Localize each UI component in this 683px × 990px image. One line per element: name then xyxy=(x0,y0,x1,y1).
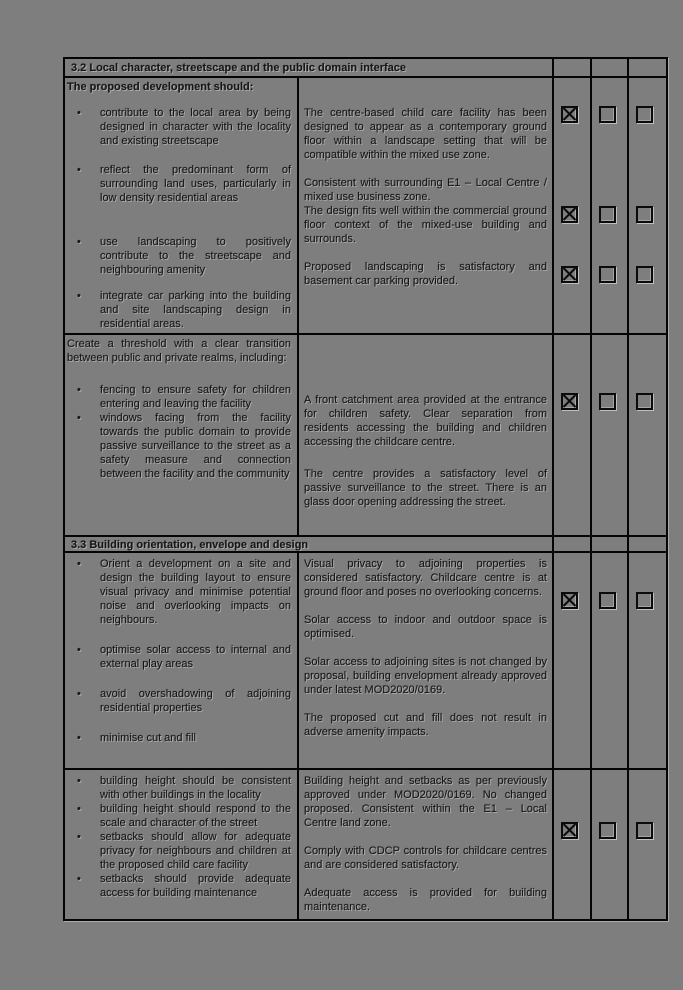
checkbox-cell-col3 xyxy=(629,553,666,770)
checkbox-icon xyxy=(561,393,578,410)
comment-paragraph: The centre-based child care facility has been designed to appear as a contemporary ground floor within a landscape setting that will be compatible within the mixed use zone. xyxy=(304,107,547,161)
comments-cell xyxy=(299,770,554,919)
checkbox-icon xyxy=(599,822,616,839)
checkbox-cell-col3 xyxy=(629,78,666,335)
requirement-item: • Orient a development on a site and design the building layout to ensure visual privacy and minimise potential noise and overlooking impacts on neighbours. xyxy=(67,557,291,627)
checkbox-icon xyxy=(561,822,578,839)
comment-paragraph: A front catchment area provided at the entrance for children safety. Clear separation from residents accessing the building and children accessing the childcare centre. xyxy=(304,394,547,448)
requirements-list xyxy=(67,106,291,331)
requirement-item: • setbacks should provide adequate access for building maintenance xyxy=(67,872,291,900)
checkbox-icon xyxy=(636,266,653,283)
checkbox-cell-col1 xyxy=(554,553,592,770)
comments-cell xyxy=(299,78,554,335)
section-header-row-3-3 xyxy=(65,537,666,553)
requirement-item: • optimise solar access to internal and external play areas xyxy=(67,643,291,671)
checkbox-header-cell xyxy=(592,59,629,78)
comment-paragraph: Adequate access is provided for building maintenance. xyxy=(304,887,547,913)
requirements-cell xyxy=(65,553,299,770)
requirement-item: • windows facing from the facility towards the public domain to provide passive surveillance to the street as a safety measure and connection between the facility and the community xyxy=(67,411,291,481)
comment-paragraph: Proposed landscaping is satisfactory and basement car parking provided. xyxy=(304,261,547,287)
section-title-3-2: 3.2 Local character, streetscape and the public domain interface xyxy=(65,59,554,78)
requirement-item: • minimise cut and fill xyxy=(67,731,291,745)
requirement-item: • building height should respond to the scale and character of the street xyxy=(67,802,291,830)
requirements-intro: Create a threshold with a clear transition between public and private realms, including: xyxy=(67,338,291,364)
checkbox-header-cell xyxy=(554,59,592,78)
checkbox-cell-col3 xyxy=(629,335,666,537)
requirement-item: • integrate car parking into the building and site landscaping design in residential areas. xyxy=(67,289,291,331)
table-row xyxy=(65,770,666,919)
comment-paragraph: The proposed cut and fill does not result in adverse amenity impacts. xyxy=(304,712,547,738)
requirement-item: • reflect the predominant form of surrounding land uses, particularly in low density residential areas xyxy=(67,163,291,205)
table-row xyxy=(65,335,666,537)
checkbox-cell-col2 xyxy=(592,770,629,919)
comment-paragraph: Visual privacy to adjoining properties is considered satisfactory. Childcare centre is at ground floor and poses no overlooking concerns. xyxy=(304,558,547,598)
checkbox-cell-col1 xyxy=(554,335,592,537)
requirements-list xyxy=(67,383,291,481)
checkbox-icon xyxy=(599,106,616,123)
checkbox-icon xyxy=(636,592,653,609)
requirement-item: • setbacks should allow for adequate privacy for neighbours and children at the proposed child care facility xyxy=(67,830,291,872)
requirement-item: • contribute to the local area by being designed in character with the locality and existing streetscape xyxy=(67,106,291,148)
requirements-intro: The proposed development should: xyxy=(67,81,254,93)
checkbox-icon xyxy=(599,393,616,410)
table-row xyxy=(65,553,666,770)
comment-paragraph: Consistent with surrounding E1 – Local Centre / mixed use business zone. xyxy=(304,177,547,203)
requirement-item: • building height should be consistent with other buildings in the locality xyxy=(67,774,291,802)
requirements-cell xyxy=(65,335,299,537)
requirements-list xyxy=(67,557,291,745)
comment-paragraph: The design fits well within the commercial ground floor context of the mixed-use building and surrounds. xyxy=(304,205,547,245)
checkbox-icon xyxy=(636,393,653,410)
checkbox-header-cell xyxy=(554,537,592,553)
table-row xyxy=(65,78,666,335)
checkbox-icon xyxy=(599,592,616,609)
checkbox-icon xyxy=(636,106,653,123)
checkbox-cell-col3 xyxy=(629,770,666,919)
comment-paragraph: Solar access to indoor and outdoor space is optimised. xyxy=(304,614,547,640)
comments-cell xyxy=(299,553,554,770)
checkbox-icon xyxy=(636,206,653,223)
comment-paragraph: Solar access to adjoining sites is not changed by proposal, building envelopment already approved under latest MOD2020/0169. xyxy=(304,656,547,696)
requirements-cell xyxy=(65,770,299,919)
checkbox-icon xyxy=(561,266,578,283)
comment-paragraph: The centre provides a satisfactory level of passive surveillance to the street. There is an glass door opening addressing the street. xyxy=(304,468,547,508)
section-title-3-3: 3.3 Building orientation, envelope and design xyxy=(65,537,554,553)
checkbox-cell-col2 xyxy=(592,78,629,335)
checkbox-icon xyxy=(599,206,616,223)
requirements-list xyxy=(67,774,291,900)
requirement-item: • use landscaping to positively contribute to the streetscape and neighbouring amenity xyxy=(67,235,291,277)
checkbox-header-cell xyxy=(629,59,666,78)
requirement-item: • avoid overshadowing of adjoining residential properties xyxy=(67,687,291,715)
requirement-item: • fencing to ensure safety for children entering and leaving the facility xyxy=(67,383,291,411)
comments-cell xyxy=(299,335,554,537)
checkbox-icon xyxy=(636,822,653,839)
checkbox-icon xyxy=(599,266,616,283)
checkbox-cell-col1 xyxy=(554,770,592,919)
comment-paragraph: Comply with CDCP controls for childcare centres and are considered satisfactory. xyxy=(304,845,547,871)
checkbox-icon xyxy=(561,106,578,123)
checkbox-cell-col2 xyxy=(592,553,629,770)
checkbox-header-cell xyxy=(592,537,629,553)
requirements-cell xyxy=(65,78,299,335)
section-header-row-3-2 xyxy=(65,59,666,78)
checkbox-cell-col1 xyxy=(554,78,592,335)
checkbox-icon xyxy=(561,206,578,223)
checkbox-cell-col2 xyxy=(592,335,629,537)
checkbox-header-cell xyxy=(629,537,666,553)
assessment-table xyxy=(63,57,668,921)
checkbox-icon xyxy=(561,592,578,609)
comment-paragraph: Building height and setbacks as per previously approved under MOD2020/0169. No changed proposed. Consistent within the E1 – Local Centre land zone. xyxy=(304,775,547,829)
